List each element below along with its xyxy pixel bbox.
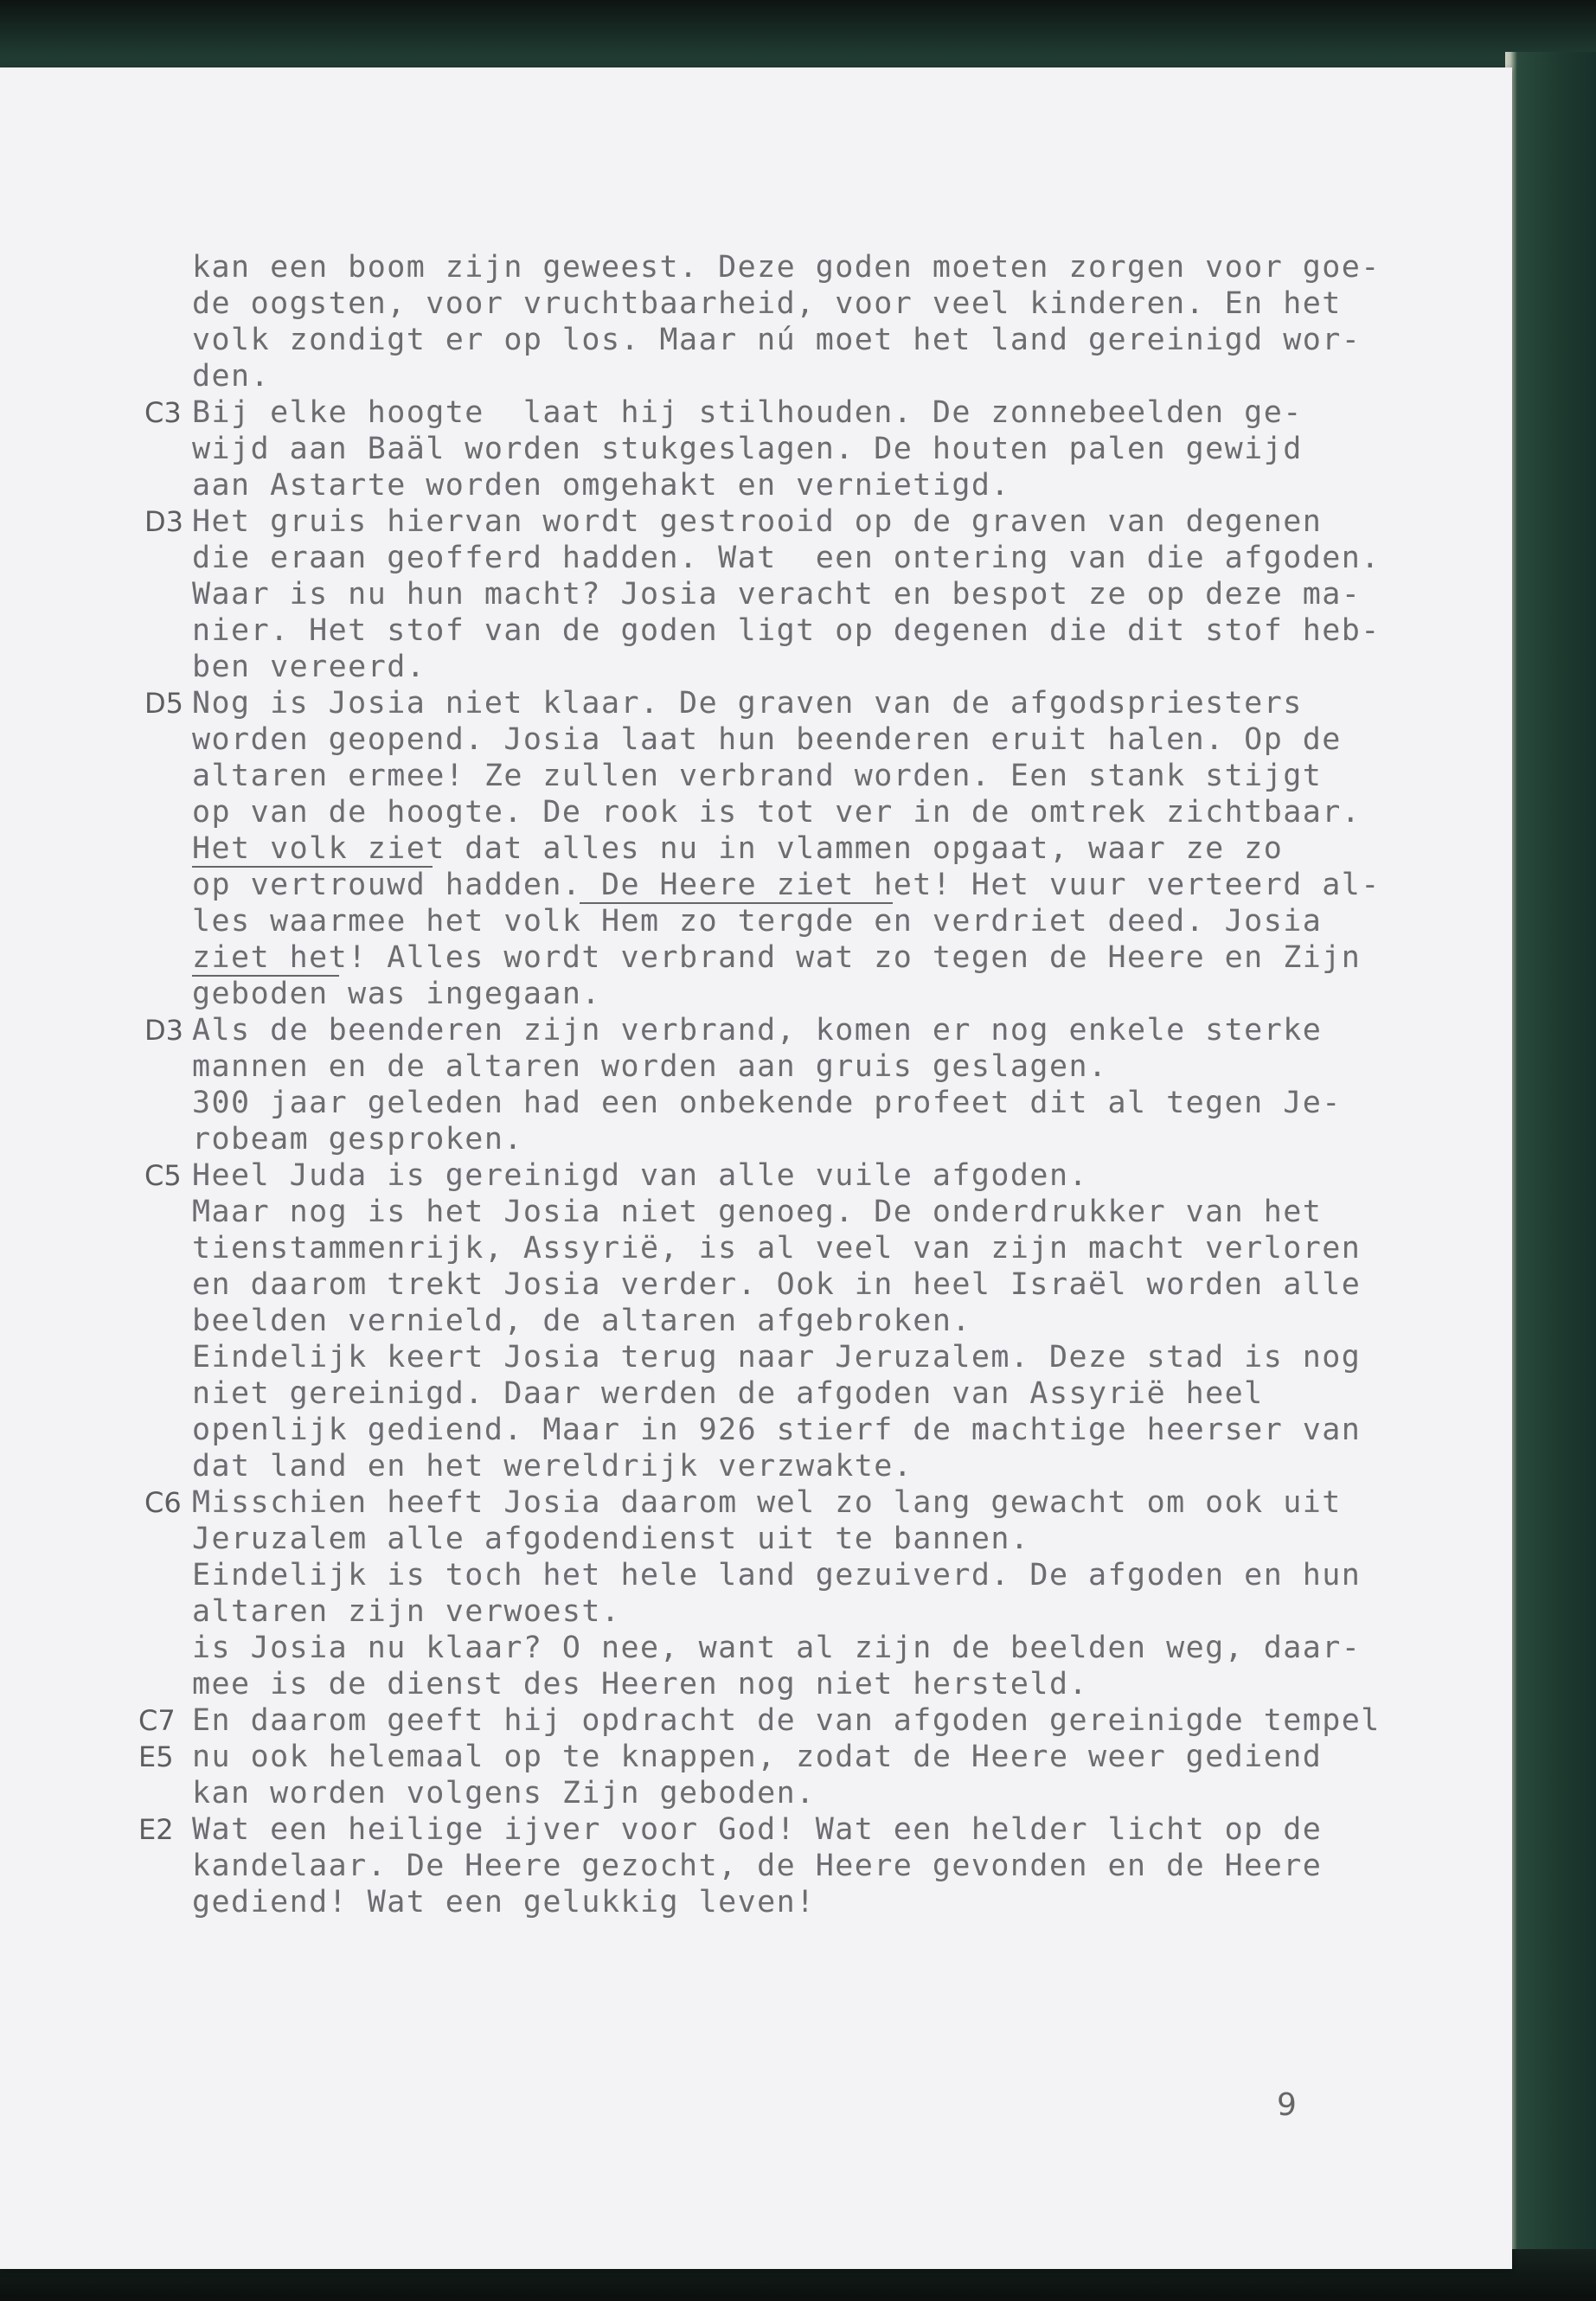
margin-marker: E2 (138, 1813, 174, 1846)
text-line: nu ook helemaal op te knappen, zodat de Heere weer gediend (192, 1740, 1323, 1774)
text-line: 300 jaar geleden had een onbekende profeet dit al tegen Je- (192, 1086, 1342, 1120)
margin-marker: C7 (138, 1704, 176, 1737)
text-line: dat land en het wereldrijk verzwakte. (192, 1449, 913, 1484)
text-line: tienstammenrijk, Assyrië, is al veel van zijn macht verloren (192, 1231, 1362, 1266)
text-line: kan worden volgens Zijn geboden. (192, 1776, 816, 1811)
margin-marker: D5 (144, 687, 183, 720)
text-line: Misschien heeft Josia daarom wel zo lang gewacht om ook uit (192, 1485, 1342, 1520)
text-line: kan een boom zijn geweest. Deze goden moeten zorgen voor goe- (192, 250, 1381, 285)
text-line: volk zondigt er op los. Maar nú moet het land gereinigd wor- (192, 323, 1362, 357)
text-line: is Josia nu klaar? O nee, want al zijn de beelden weg, daar- (192, 1631, 1362, 1665)
margin-marker: D3 (144, 505, 183, 538)
text-line: Het gruis hiervan wordt gestrooid op de graven van degenen (192, 504, 1323, 539)
text-line: kandelaar. De Heere gezocht, de Heere gevonden en de Heere (192, 1849, 1323, 1883)
text-line: geboden was ingegaan. (192, 977, 601, 1011)
text-line: en daarom trekt Josia verder. Ook in heel Israël worden alle (192, 1267, 1362, 1302)
text-line: Waar is nu hun macht? Josia veracht en bespot ze op deze ma- (192, 577, 1362, 612)
text-line: Heel Juda is gereinigd van alle vuile afgoden. (192, 1158, 1089, 1193)
text-line: die eraan geofferd hadden. Wat een ontering van die afgoden. (192, 541, 1381, 575)
text-line: Eindelijk is toch het hele land gezuiverd. De afgoden en hun (192, 1558, 1362, 1593)
text-line: ziet het! Alles wordt verbrand wat zo tegen de Heere en Zijn (192, 940, 1362, 975)
text-line: den. (192, 359, 271, 394)
margin-marker: E5 (138, 1740, 174, 1773)
pen-underlines (0, 67, 1512, 2269)
text-line: nier. Het stof van de goden ligt op degenen die dit stof heb- (192, 613, 1381, 648)
margin-marker: C3 (144, 396, 182, 429)
book-cover-top-edge (0, 0, 1596, 78)
text-line: gediend! Wat een gelukkig leven! (192, 1885, 816, 1920)
text-line: Bij elke hoogte laat hij stilhouden. De zonnebeelden ge- (192, 395, 1303, 430)
margin-marker: C6 (144, 1486, 182, 1519)
text-line: de oogsten, voor vruchtbaarheid, voor veel kinderen. En het (192, 286, 1342, 321)
text-line: Het volk ziet dat alles nu in vlammen opgaat, waar ze zo (192, 831, 1284, 866)
text-line: Eindelijk keert Josia terug naar Jeruzalem. Deze stad is nog (192, 1340, 1362, 1375)
page-number: 9 (1277, 2087, 1297, 2123)
text-line: les waarmee het volk Hem zo tergde en verdriet deed. Josia (192, 904, 1323, 939)
text-line: ben vereerd. (192, 650, 426, 684)
margin-marker: D3 (144, 1014, 183, 1047)
text-line: beelden vernield, de altaren afgebroken. (192, 1304, 971, 1338)
text-line: worden geopend. Josia laat hun beenderen eruit halen. Op de (192, 722, 1342, 757)
text-line: op vertrouwd hadden. De Heere ziet het! Het vuur verteerd al- (192, 868, 1381, 902)
text-line: openlijk gediend. Maar in 926 stierf de machtige heerser van (192, 1413, 1362, 1447)
text-line: En daarom geeft hij opdracht de van afgoden gereinigde tempel (192, 1703, 1381, 1738)
text-line: Als de beenderen zijn verbrand, komen er nog enkele sterke (192, 1013, 1323, 1048)
book-page (0, 67, 1512, 2269)
text-line: mannen en de altaren worden aan gruis geslagen. (192, 1049, 1108, 1084)
text-line: altaren ermee! Ze zullen verbrand worden. Een stank stijgt (192, 759, 1323, 793)
text-line: mee is de dienst des Heeren nog niet hersteld. (192, 1667, 1089, 1702)
text-line: aan Astarte worden omgehakt en vernietigd. (192, 468, 1010, 503)
text-line: op van de hoogte. De rook is tot ver in de omtrek zichtbaar. (192, 795, 1362, 830)
text-line: altaren zijn verwoest. (192, 1594, 621, 1629)
text-line: Jeruzalem alle afgodendienst uit te bannen. (192, 1522, 1030, 1556)
text-line: Nog is Josia niet klaar. De graven van de afgodspriesters (192, 686, 1303, 721)
margin-marker: C5 (144, 1159, 182, 1192)
text-line: Maar nog is het Josia niet genoeg. De onderdrukker van het (192, 1195, 1323, 1229)
text-line: wijd aan Baäl worden stukgeslagen. De houten palen gewijd (192, 432, 1303, 466)
text-line: niet gereinigd. Daar werden de afgoden van Assyrië heel (192, 1376, 1264, 1411)
book-cover-right-edge (1505, 52, 1596, 2249)
text-line: Wat een heilige ijver voor God! Wat een helder licht op de (192, 1812, 1323, 1847)
text-line: robeam gesproken. (192, 1122, 523, 1157)
